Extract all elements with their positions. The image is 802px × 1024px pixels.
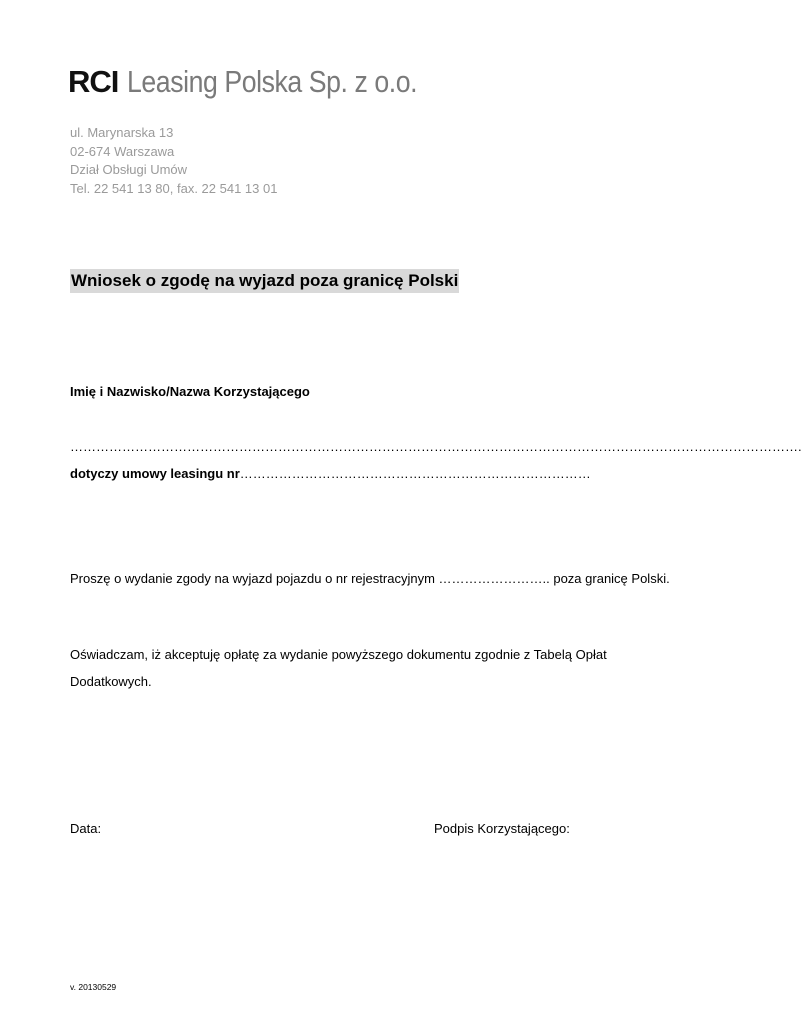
address-city: 02-674 Warszawa <box>70 143 175 159</box>
contract-fill-line: ……………………………………………………………………… <box>239 466 591 481</box>
contract-line <box>70 466 591 481</box>
date-label: Data: <box>70 821 102 836</box>
company-address <box>70 124 277 198</box>
signature-label: Podpis Korzystającego: <box>434 821 570 836</box>
address-phone: Tel. 22 541 13 80, fax. 22 541 13 01 <box>70 180 278 196</box>
declaration-paragraph: Oświadczam, iż akceptuję opłatę za wydanie powyższego dokumentu zgodnie z Tabelą Opłat Dodatkowych. <box>70 647 607 689</box>
contract-label: dotyczy umowy leasingu nr <box>70 466 240 481</box>
logo-company-name: Leasing Polska Sp. z o.o. <box>126 64 417 99</box>
name-fill-line: ……………………………………………………………………………………………………………………………………………………. <box>70 439 802 454</box>
request-paragraph: Proszę o wydanie zgody na wyjazd pojazdu o nr rejestracyjnym …………………….. poza granicę Polski. <box>70 571 670 586</box>
document-title: Wniosek o zgodę na wyjazd poza granicę Polski <box>70 269 459 293</box>
company-logo <box>68 64 464 100</box>
name-label: Imię i Nazwisko/Nazwa Korzystającego <box>70 384 310 399</box>
logo-brand: RCI <box>68 64 119 99</box>
version-footer: v. 20130529 <box>70 982 117 992</box>
address-department: Dział Obsługi Umów <box>70 162 188 177</box>
address-street: ul. Marynarska 13 <box>70 125 174 140</box>
